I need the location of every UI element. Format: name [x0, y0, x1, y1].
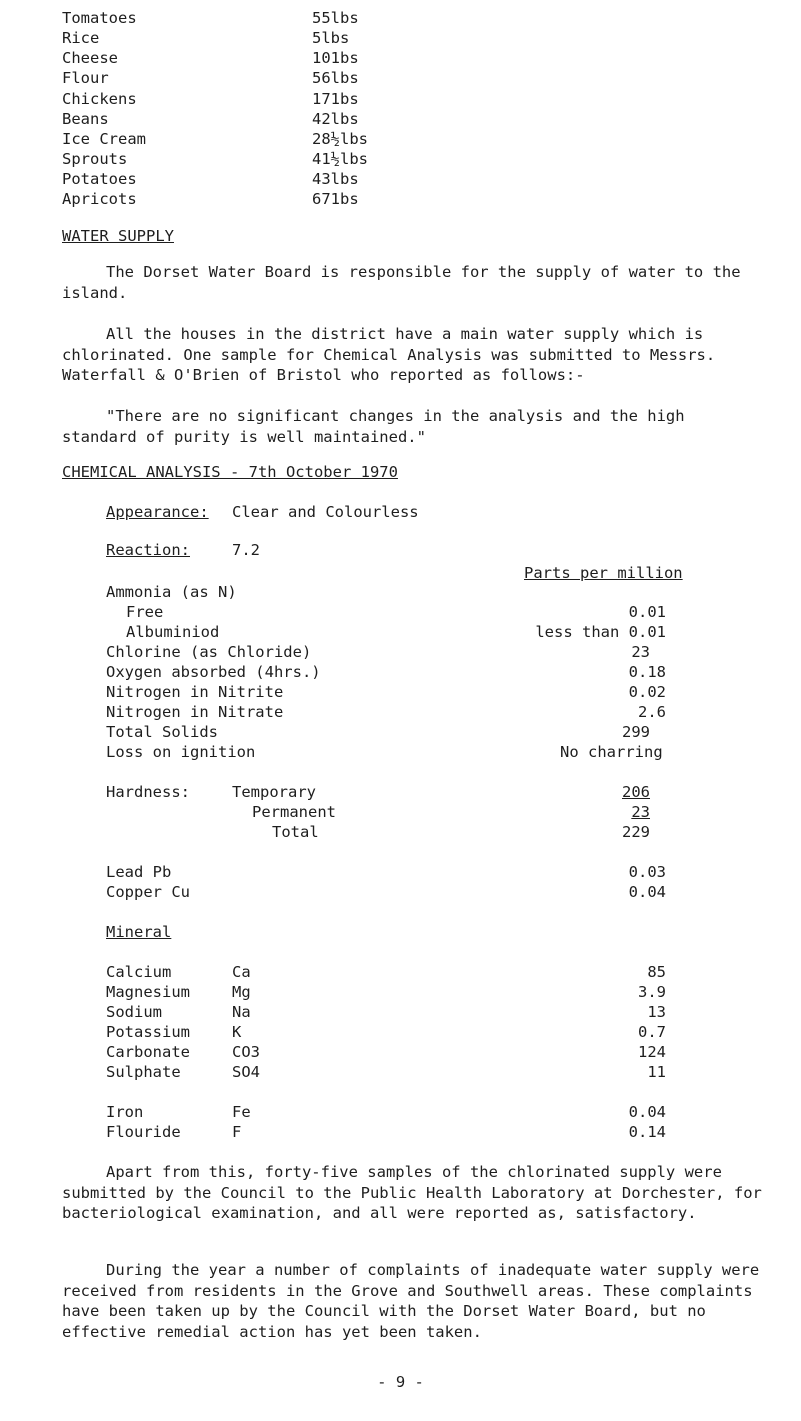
trace-value: 0.14: [628, 1123, 666, 1141]
food-item: Tomatoes: [62, 9, 137, 27]
chemical-analysis-heading: CHEMICAL ANALYSIS - 7th October 1970: [62, 463, 398, 481]
mineral-name: Carbonate: [106, 1043, 190, 1061]
trace-symbol: F: [232, 1123, 242, 1141]
food-weight: 41½lbs: [312, 150, 368, 168]
mineral-symbol: Ca: [232, 963, 251, 981]
mineral-value: 0.7: [638, 1023, 666, 1041]
closing-paragraph-1: Apart from this, forty-five samples of the chlorinated supply were submitted by the Council to the Public Health Laboratory at Dorchester, for bacteriological examination, and all were reported as, satisfactory.: [62, 1163, 762, 1222]
food-weight: 55lbs: [312, 9, 359, 27]
page-number: - 9 -: [377, 1373, 424, 1391]
hardness-row-value: 23: [631, 803, 650, 821]
appearance-label: Appearance:: [106, 503, 209, 521]
hardness-row-label: Permanent: [252, 803, 336, 821]
analysis-label: Loss on ignition: [106, 743, 256, 761]
hardness-row-value: 206: [622, 783, 650, 801]
mineral-value: 11: [647, 1063, 666, 1081]
ammonia-label: Ammonia (as N): [106, 583, 237, 601]
food-item: Beans: [62, 110, 109, 128]
mineral-name: Magnesium: [106, 983, 190, 1001]
food-item: Chickens: [62, 90, 137, 108]
closing-paragraph-2: During the year a number of complaints of inadequate water supply were received from residents in the Grove and Southwell areas. These complaints have been taken up by the Council with the Dorset Water Board, but no effective remedial action has yet been taken.: [62, 1261, 760, 1341]
analysis-label: Albuminiod: [126, 623, 220, 641]
food-weight: 43lbs: [312, 170, 359, 188]
analysis-label: Total Solids: [106, 723, 218, 741]
water-supply-paragraph-2: All the houses in the district have a main water supply which is chlorinated. One sample for Chemical Analysis was submitted to Messrs. Waterfall & O'Brien of Bristol who reported as follows:-: [62, 325, 716, 384]
food-weight: 56lbs: [312, 69, 359, 87]
food-item: Potatoes: [62, 170, 137, 188]
analysis-value: 23: [631, 643, 650, 661]
food-item: Flour: [62, 69, 109, 87]
mineral-value: 13: [647, 1003, 666, 1021]
trace-symbol: Fe: [232, 1103, 251, 1121]
food-weight: 101bs: [312, 49, 359, 67]
mineral-heading: Mineral: [106, 923, 172, 941]
food-item: Sprouts: [62, 150, 128, 168]
food-weight: 42lbs: [312, 110, 359, 128]
reaction-label: Reaction:: [106, 541, 190, 559]
mineral-name: Potassium: [106, 1023, 190, 1041]
metal-value: 0.03: [628, 863, 666, 881]
mineral-symbol: Na: [232, 1003, 251, 1021]
mineral-value: 85: [647, 963, 666, 981]
hardness-label: Hardness:: [106, 783, 190, 801]
food-item: Apricots: [62, 190, 137, 208]
water-supply-paragraph-3: "There are no significant changes in the analysis and the high standard of purity is well maintained.": [62, 407, 685, 446]
analysis-value: 0.02: [628, 683, 666, 701]
analysis-label: Free: [126, 603, 164, 621]
water-supply-heading: WATER SUPPLY: [62, 227, 174, 245]
analysis-value: less than 0.01: [535, 623, 666, 641]
trace-name: Iron: [106, 1103, 144, 1121]
mineral-symbol: K: [232, 1023, 242, 1041]
trace-value: 0.04: [628, 1103, 666, 1121]
mineral-name: Sodium: [106, 1003, 162, 1021]
trace-name: Flouride: [106, 1123, 181, 1141]
analysis-label: Nitrogen in Nitrite: [106, 683, 284, 701]
food-item: Cheese: [62, 49, 118, 67]
analysis-value: No charring: [560, 743, 663, 761]
metal-label: Lead Pb: [106, 863, 172, 881]
metal-value: 0.04: [628, 883, 666, 901]
ppm-header: Parts per million: [524, 564, 683, 582]
analysis-value: 299: [622, 723, 650, 741]
analysis-value: 0.18: [628, 663, 666, 681]
food-weight: 671bs: [312, 190, 359, 208]
mineral-name: Sulphate: [106, 1063, 181, 1081]
analysis-value: 0.01: [628, 603, 666, 621]
food-item: Rice: [62, 29, 100, 47]
reaction-value: 7.2: [232, 541, 260, 559]
mineral-symbol: Mg: [232, 983, 251, 1001]
analysis-label: Oxygen absorbed (4hrs.): [106, 663, 321, 681]
mineral-value: 124: [638, 1043, 666, 1061]
food-weight: 171bs: [312, 90, 359, 108]
analysis-label: Nitrogen in Nitrate: [106, 703, 284, 721]
water-supply-paragraph-1: The Dorset Water Board is responsible for the supply of water to the island.: [62, 263, 741, 302]
mineral-symbol: SO4: [232, 1063, 260, 1081]
analysis-label: Chlorine (as Chloride): [106, 643, 312, 661]
food-weight: 28½lbs: [312, 130, 368, 148]
hardness-row-label: Temporary: [232, 783, 316, 801]
food-item: Ice Cream: [62, 130, 146, 148]
mineral-value: 3.9: [638, 983, 666, 1001]
appearance-value: Clear and Colourless: [232, 503, 419, 521]
food-weight: 5lbs: [312, 29, 350, 47]
metal-label: Copper Cu: [106, 883, 190, 901]
hardness-row-value: 229: [622, 823, 650, 841]
mineral-symbol: CO3: [232, 1043, 260, 1061]
mineral-name: Calcium: [106, 963, 172, 981]
hardness-row-label: Total: [272, 823, 319, 841]
analysis-value: 2.6: [638, 703, 666, 721]
